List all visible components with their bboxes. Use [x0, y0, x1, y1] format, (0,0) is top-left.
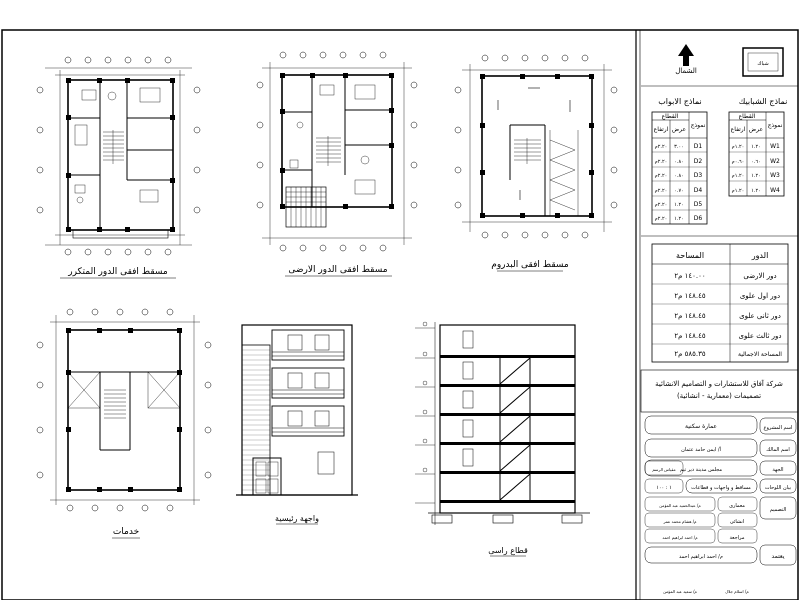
- door-width: ٠.٧٠: [674, 188, 684, 194]
- windows-section-header: القطاع: [738, 113, 756, 120]
- title-block: [641, 370, 798, 594]
- windows-model-header: نموذج: [767, 122, 783, 129]
- owner-value: أ/ ايمن حامد عثمان: [681, 447, 721, 453]
- window-model: W3: [770, 172, 780, 179]
- project-label: اسم المشروع: [763, 425, 793, 431]
- main-elevation: [236, 325, 358, 524]
- door-width: ١.٢٠: [674, 202, 684, 208]
- plan-ground-floor: [257, 52, 417, 276]
- north-label: الشمال: [675, 67, 697, 75]
- door-model: D2: [693, 158, 703, 165]
- north-arrow-icon: [678, 44, 694, 66]
- eng2-value: م/ هشام محمد عمر: [663, 519, 697, 524]
- plan-services: [37, 309, 211, 538]
- drawing-label: بيان اللوحات: [764, 485, 792, 491]
- north-arrow: [675, 44, 697, 75]
- area-floor: دور ثالث علوى: [738, 332, 782, 340]
- plan-basement-title: مسقط افقى البدروم: [491, 260, 569, 270]
- window-width: ١.٢٠: [751, 188, 761, 194]
- window-height: ١.٢٠م: [731, 188, 745, 194]
- door-height: ٢.٢٠م: [654, 202, 668, 208]
- project-value: عمارة سكنية: [684, 423, 718, 430]
- owner-label: اسم المالك: [766, 447, 790, 453]
- window-height: ٠.٦٠م: [731, 159, 745, 165]
- drawing-value: مساقط و واجهات و قطاعات: [691, 485, 751, 491]
- door-model: D1: [693, 143, 703, 150]
- design-label: التصميم: [769, 507, 787, 513]
- approve-value: م/ احمد ابراهيم احمد: [679, 554, 723, 560]
- window-width: ٠.٦٠: [751, 159, 761, 165]
- door-width: ١.٢٠: [674, 216, 684, 222]
- window-height: ١.٢٠م: [731, 144, 745, 150]
- doors-section-header: القطاع: [661, 113, 679, 120]
- door-width: ٣.٠٠: [674, 144, 684, 150]
- window-model: W2: [770, 158, 780, 165]
- area-value: ١٤٠.٠٠ م٢: [674, 272, 706, 280]
- doors-width-header: عرض: [671, 126, 687, 133]
- windows-table-title: نماذج الشبابيك: [738, 97, 788, 106]
- approve-label: يعتمد: [771, 553, 785, 560]
- plan-repeated-floor-title: مسقط افقى الدور المتكرر: [68, 267, 168, 277]
- area-floor-header: الدور: [751, 251, 769, 260]
- scale-label: مقياس الرسم: [652, 467, 676, 472]
- doors-model-header: نموذج: [690, 122, 706, 129]
- doors-height-header: ارتفاع: [653, 126, 669, 133]
- company-name: شركة آفاق للاستشارات و التصاميم الانشائية: [655, 380, 783, 388]
- section-title: قطاع راسى: [488, 546, 528, 555]
- plan-repeated-floor: [37, 57, 200, 278]
- doors-table: [652, 97, 707, 224]
- vertical-section: [415, 322, 590, 556]
- company-services: تصميمات (معمارية - انشائية): [676, 392, 762, 400]
- windows-width-header: عرض: [748, 126, 764, 133]
- area-table: [652, 244, 788, 362]
- scale-value: ١ : ١٠٠: [656, 485, 672, 491]
- area-value: ١٤٨.٤٥ م٢: [674, 332, 706, 340]
- area-floor: دور ثانى علوى: [739, 312, 781, 320]
- window-height: ١.٢٠م: [731, 173, 745, 179]
- plan-basement: [455, 55, 617, 271]
- area-total-label: المساحة الاجمالية: [738, 351, 782, 358]
- door-height: ٢.٢٠م: [654, 216, 668, 222]
- door-model: D5: [693, 201, 703, 208]
- elevation-title: واجهة رئيسية: [275, 514, 319, 523]
- eng-value: م/ عبدالحميد عبد المؤمن: [659, 503, 701, 508]
- arch-label: معمارى: [729, 503, 745, 509]
- window-width: ١.٢٠: [751, 173, 761, 179]
- window-model: W4: [770, 187, 780, 194]
- door-model: D3: [693, 172, 703, 179]
- door-height: ٢.٢٠م: [654, 159, 668, 165]
- door-width: ٠.٨٠: [674, 159, 684, 165]
- window-detail-label: شباك: [757, 61, 769, 67]
- location-label: الجهة: [772, 467, 784, 473]
- door-height: ٢.٢٠م: [654, 173, 668, 179]
- reviewer-label: مراجعة: [729, 535, 745, 541]
- arch-value: م/ اسلام جلال: [725, 589, 749, 594]
- door-model: D4: [693, 187, 703, 194]
- area-value: ١٤٨.٤٥ م٢: [674, 312, 706, 320]
- windows-height-header: ارتفاع: [730, 126, 746, 133]
- area-total-value: ٥٨٥.٣٥ م٢: [674, 350, 706, 358]
- area-value-header: المساحة: [675, 251, 705, 260]
- plan-ground-floor-title: مسقط افقى الدور الارضى: [288, 265, 388, 275]
- struct-label: انشائى: [729, 519, 745, 525]
- area-value: ١٤٨.٤٥ م٢: [674, 292, 706, 300]
- struct-value: م/ سعيد عبد المؤمن: [663, 589, 697, 594]
- area-floor: دور اول علوى: [739, 292, 781, 300]
- location-value: مجلس مدينة دير تيم: [679, 467, 723, 473]
- window-model: W1: [770, 143, 780, 150]
- reviewer-value: م/ احمد ابراهيم احمد: [662, 535, 698, 540]
- door-height: ٢.٢٠م: [654, 188, 668, 194]
- door-model: D6: [693, 215, 703, 222]
- windows-table: [729, 97, 787, 196]
- door-width: ٠.٨٠: [674, 173, 684, 179]
- window-width: ١.٢٠: [751, 144, 761, 150]
- doors-table-title: نماذج الابواب: [658, 97, 702, 106]
- door-height: ٢.٢٠م: [654, 144, 668, 150]
- window-detail: [743, 48, 783, 76]
- area-floor: دور الارضى: [743, 272, 777, 280]
- plan-services-title: خدمات: [112, 527, 140, 537]
